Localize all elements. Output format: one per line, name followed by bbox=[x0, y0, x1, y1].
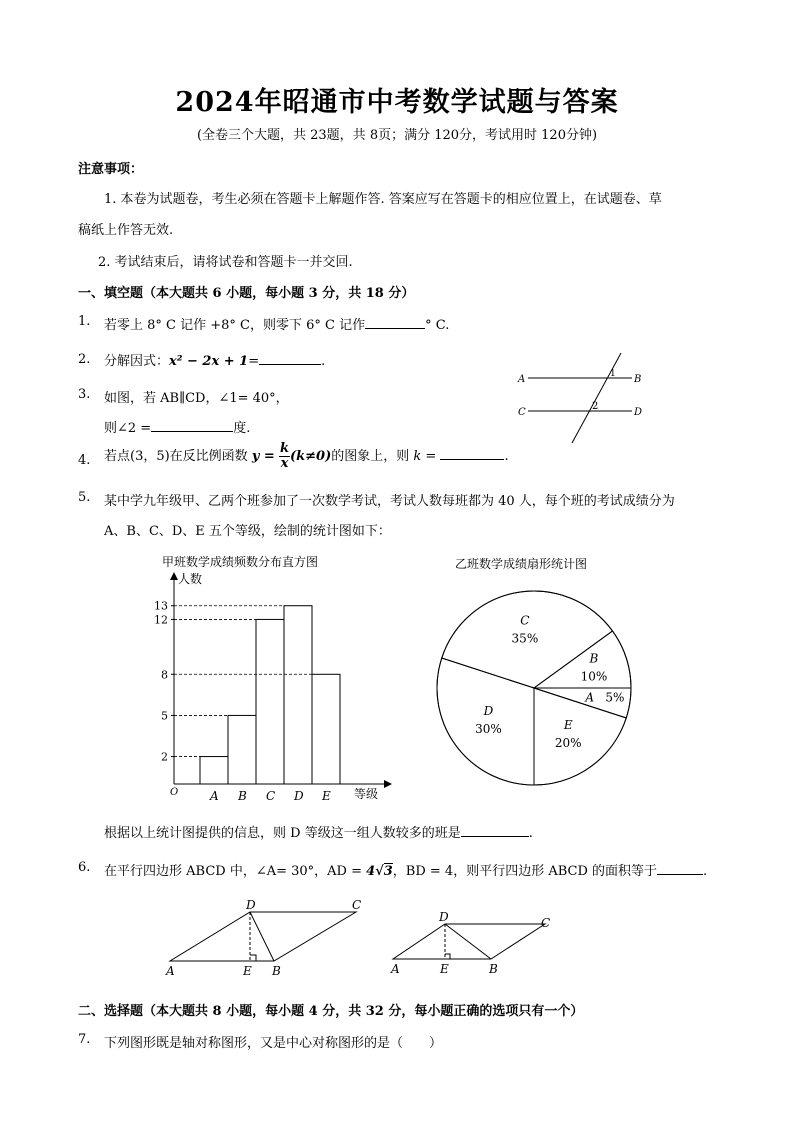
q2-number: 2. bbox=[78, 352, 91, 367]
q5-suffix: . bbox=[528, 826, 533, 841]
page-subtitle: (全卷三个大题，共 23题，共 8页；满分 120分，考试用时 120分钟) bbox=[196, 128, 598, 143]
q1-text bbox=[104, 314, 449, 333]
q4-answer-blank[interactable] bbox=[440, 447, 504, 460]
q1-stem: 若零上 8° C 记作 +8° C，则零下 6° C 记作 bbox=[104, 318, 366, 333]
q1-number: 1. bbox=[78, 314, 91, 329]
q2-stem: 分解因式： bbox=[104, 354, 170, 369]
x-tick-E: E bbox=[322, 789, 331, 803]
label-d: D bbox=[634, 407, 643, 418]
y-tick-8: 8 bbox=[161, 668, 168, 682]
q2-answer-blank[interactable] bbox=[259, 352, 321, 365]
q7-number: 7. bbox=[78, 1032, 91, 1047]
pie-value-C: 35% bbox=[511, 631, 539, 646]
y-tick-2: 2 bbox=[161, 750, 168, 764]
bar-E bbox=[312, 674, 340, 784]
q6-stem-2: ，BD = 4，则平行四边形 ABCD 的面积等于 bbox=[392, 864, 658, 879]
q5-number: 5. bbox=[78, 490, 91, 505]
left-label-b: B bbox=[272, 964, 281, 978]
q3-number: 3. bbox=[78, 387, 91, 402]
bar-chart-origin: O bbox=[170, 787, 179, 798]
q5-conclusion bbox=[104, 822, 533, 841]
q5-conclusion-text: 根据以上统计图提供的信息，则 D 等级这一组人数较多的班是 bbox=[104, 826, 461, 841]
parallelogram-right-outline bbox=[393, 924, 545, 959]
angle-2-label: 2 bbox=[592, 401, 599, 412]
pie-value-D: 30% bbox=[475, 722, 502, 737]
pie-value-E: 20% bbox=[554, 736, 582, 751]
q4-fraction-numerator: k bbox=[279, 441, 289, 456]
right-label-c: C bbox=[541, 916, 551, 930]
pie-label-E: E bbox=[563, 718, 573, 733]
diagonal-bd-right bbox=[445, 924, 491, 959]
section-2-heading: 二、选择题（本大题共 8 小题，每小题 4 分，共 32 分，每小题正确的选项只有一个） bbox=[78, 1004, 584, 1019]
q3-answer-blank[interactable] bbox=[151, 419, 233, 432]
section-1-heading: 一、填空题（本大题共 6 小题，每小题 3 分，共 18 分） bbox=[78, 286, 415, 301]
left-label-c: C bbox=[352, 898, 362, 912]
q4-text bbox=[104, 442, 509, 471]
q1-answer-blank[interactable] bbox=[365, 316, 425, 329]
left-label-a: A bbox=[166, 964, 175, 978]
left-label-e: E bbox=[243, 964, 252, 978]
q5-answer-blank[interactable] bbox=[461, 824, 529, 837]
parallelogram-figure-right bbox=[385, 905, 560, 980]
bar-B bbox=[228, 715, 256, 784]
label-b: B bbox=[634, 374, 642, 385]
right-label-e: E bbox=[440, 962, 449, 976]
q4-equals: = bbox=[425, 449, 437, 464]
q4-prefix: 若点(3，5)在反比例函数 bbox=[104, 449, 248, 464]
pie-value-B: 10% bbox=[580, 669, 608, 684]
q4-condition: (k≠0) bbox=[289, 449, 332, 464]
bar-C bbox=[256, 619, 284, 784]
bar-chart-xlabel: 等级 bbox=[354, 787, 379, 801]
y-tick-12: 12 bbox=[154, 613, 168, 627]
q4-middle: 的图象上，则 bbox=[331, 449, 410, 464]
right-label-d: D bbox=[439, 910, 449, 924]
q4-fraction bbox=[279, 442, 290, 471]
q6-stem: 在平行四边形 ABCD 中，∠A= 30°，AD = bbox=[104, 864, 363, 879]
q5-line-1: 某中学九年级甲、乙两个班参加了一次数学考试，考试人数每班都为 40 人，每个班的考试成绩分为 bbox=[104, 494, 675, 509]
label-a: A bbox=[518, 374, 526, 385]
bar-chart-title: 甲班数学成绩频数分布直方图 bbox=[162, 555, 319, 569]
pie-label-C: C bbox=[520, 613, 530, 628]
q3-line-2-suffix: 度. bbox=[233, 421, 251, 436]
q2-suffix: . bbox=[321, 354, 326, 369]
label-c: C bbox=[518, 407, 526, 418]
right-label-b: B bbox=[489, 962, 498, 976]
pie-chart-title: 乙班数学成绩扇形统计图 bbox=[455, 557, 588, 571]
q4-number: 4. bbox=[78, 453, 91, 468]
q3-line-1: 如图，若 AB∥CD，∠1= 40°， bbox=[104, 391, 289, 406]
x-tick-C: C bbox=[266, 789, 276, 803]
y-axis-arrow bbox=[170, 572, 178, 580]
parallelogram-figure-left bbox=[160, 895, 375, 980]
q5-line-2: A、B、C、D、E 五个等级，绘制的统计图如下： bbox=[104, 524, 391, 539]
q6-text bbox=[104, 860, 707, 879]
diagonal-bd-left bbox=[250, 912, 274, 961]
q6-number: 6. bbox=[78, 860, 91, 875]
q2-equals: = bbox=[248, 354, 260, 369]
right-angle-right bbox=[445, 954, 450, 959]
q6-sqrt-sign: √ bbox=[375, 864, 384, 879]
right-label-a: A bbox=[391, 962, 400, 976]
q1-suffix: ° C. bbox=[425, 318, 450, 333]
q6-sqrt-coefficient: 4 bbox=[366, 864, 376, 879]
q6-sqrt-argument: 3 bbox=[383, 864, 393, 879]
pie-chart bbox=[425, 548, 645, 798]
q3-line-2-prefix: 则∠2 = bbox=[104, 421, 152, 436]
bar-chart bbox=[150, 548, 400, 808]
notice-heading: 注意事项： bbox=[78, 162, 144, 177]
parallelogram-left-outline bbox=[170, 912, 356, 961]
page-title: 2024年昭通市中考数学试题与答案 bbox=[175, 87, 619, 118]
notice-item-1-line-1: 1. 本卷为试题卷，考生必须在答题卡上解题作答. 答案应写在答题卡的相应位置上，在试题卷、草 bbox=[104, 192, 662, 207]
bar-D bbox=[284, 606, 312, 784]
q4-k: k bbox=[413, 449, 422, 464]
x-tick-A: A bbox=[210, 789, 219, 803]
bar-chart-ylabel: 人数 bbox=[178, 572, 203, 586]
x-tick-D: D bbox=[294, 789, 304, 803]
q2-text bbox=[104, 350, 325, 369]
q3-line-2 bbox=[104, 417, 250, 436]
left-label-d: D bbox=[246, 898, 256, 912]
x-axis-arrow bbox=[384, 780, 392, 788]
q4-function-lhs: y = bbox=[251, 449, 275, 464]
pie-value-A: 5% bbox=[605, 690, 625, 705]
pie-label-B: B bbox=[589, 651, 599, 666]
notice-item-2: 2. 考试结束后，请将试卷和答题卡一并交回. bbox=[98, 255, 353, 270]
x-tick-B: B bbox=[238, 789, 247, 803]
q4-suffix: . bbox=[504, 449, 509, 464]
q6-suffix: . bbox=[703, 864, 708, 879]
pie-label-A: A bbox=[585, 690, 595, 705]
q7-text: 下列图形既是轴对称图形，又是中心对称图形的是（ ） bbox=[104, 1036, 443, 1051]
y-tick-13: 13 bbox=[154, 599, 168, 613]
parallel-lines-figure bbox=[510, 345, 650, 450]
right-angle-left bbox=[250, 955, 256, 961]
q4-fraction-denominator: x bbox=[280, 456, 289, 471]
y-tick-5: 5 bbox=[161, 709, 168, 723]
pie-label-D: D bbox=[483, 704, 494, 719]
bar-A bbox=[200, 757, 228, 784]
transversal bbox=[572, 353, 621, 443]
angle-1-label: 1 bbox=[610, 369, 616, 379]
notice-item-1-line-2: 稿纸上作答无效. bbox=[78, 223, 174, 238]
q2-expression: x² − 2x + 1 bbox=[169, 354, 249, 369]
q6-answer-blank[interactable] bbox=[657, 862, 703, 875]
